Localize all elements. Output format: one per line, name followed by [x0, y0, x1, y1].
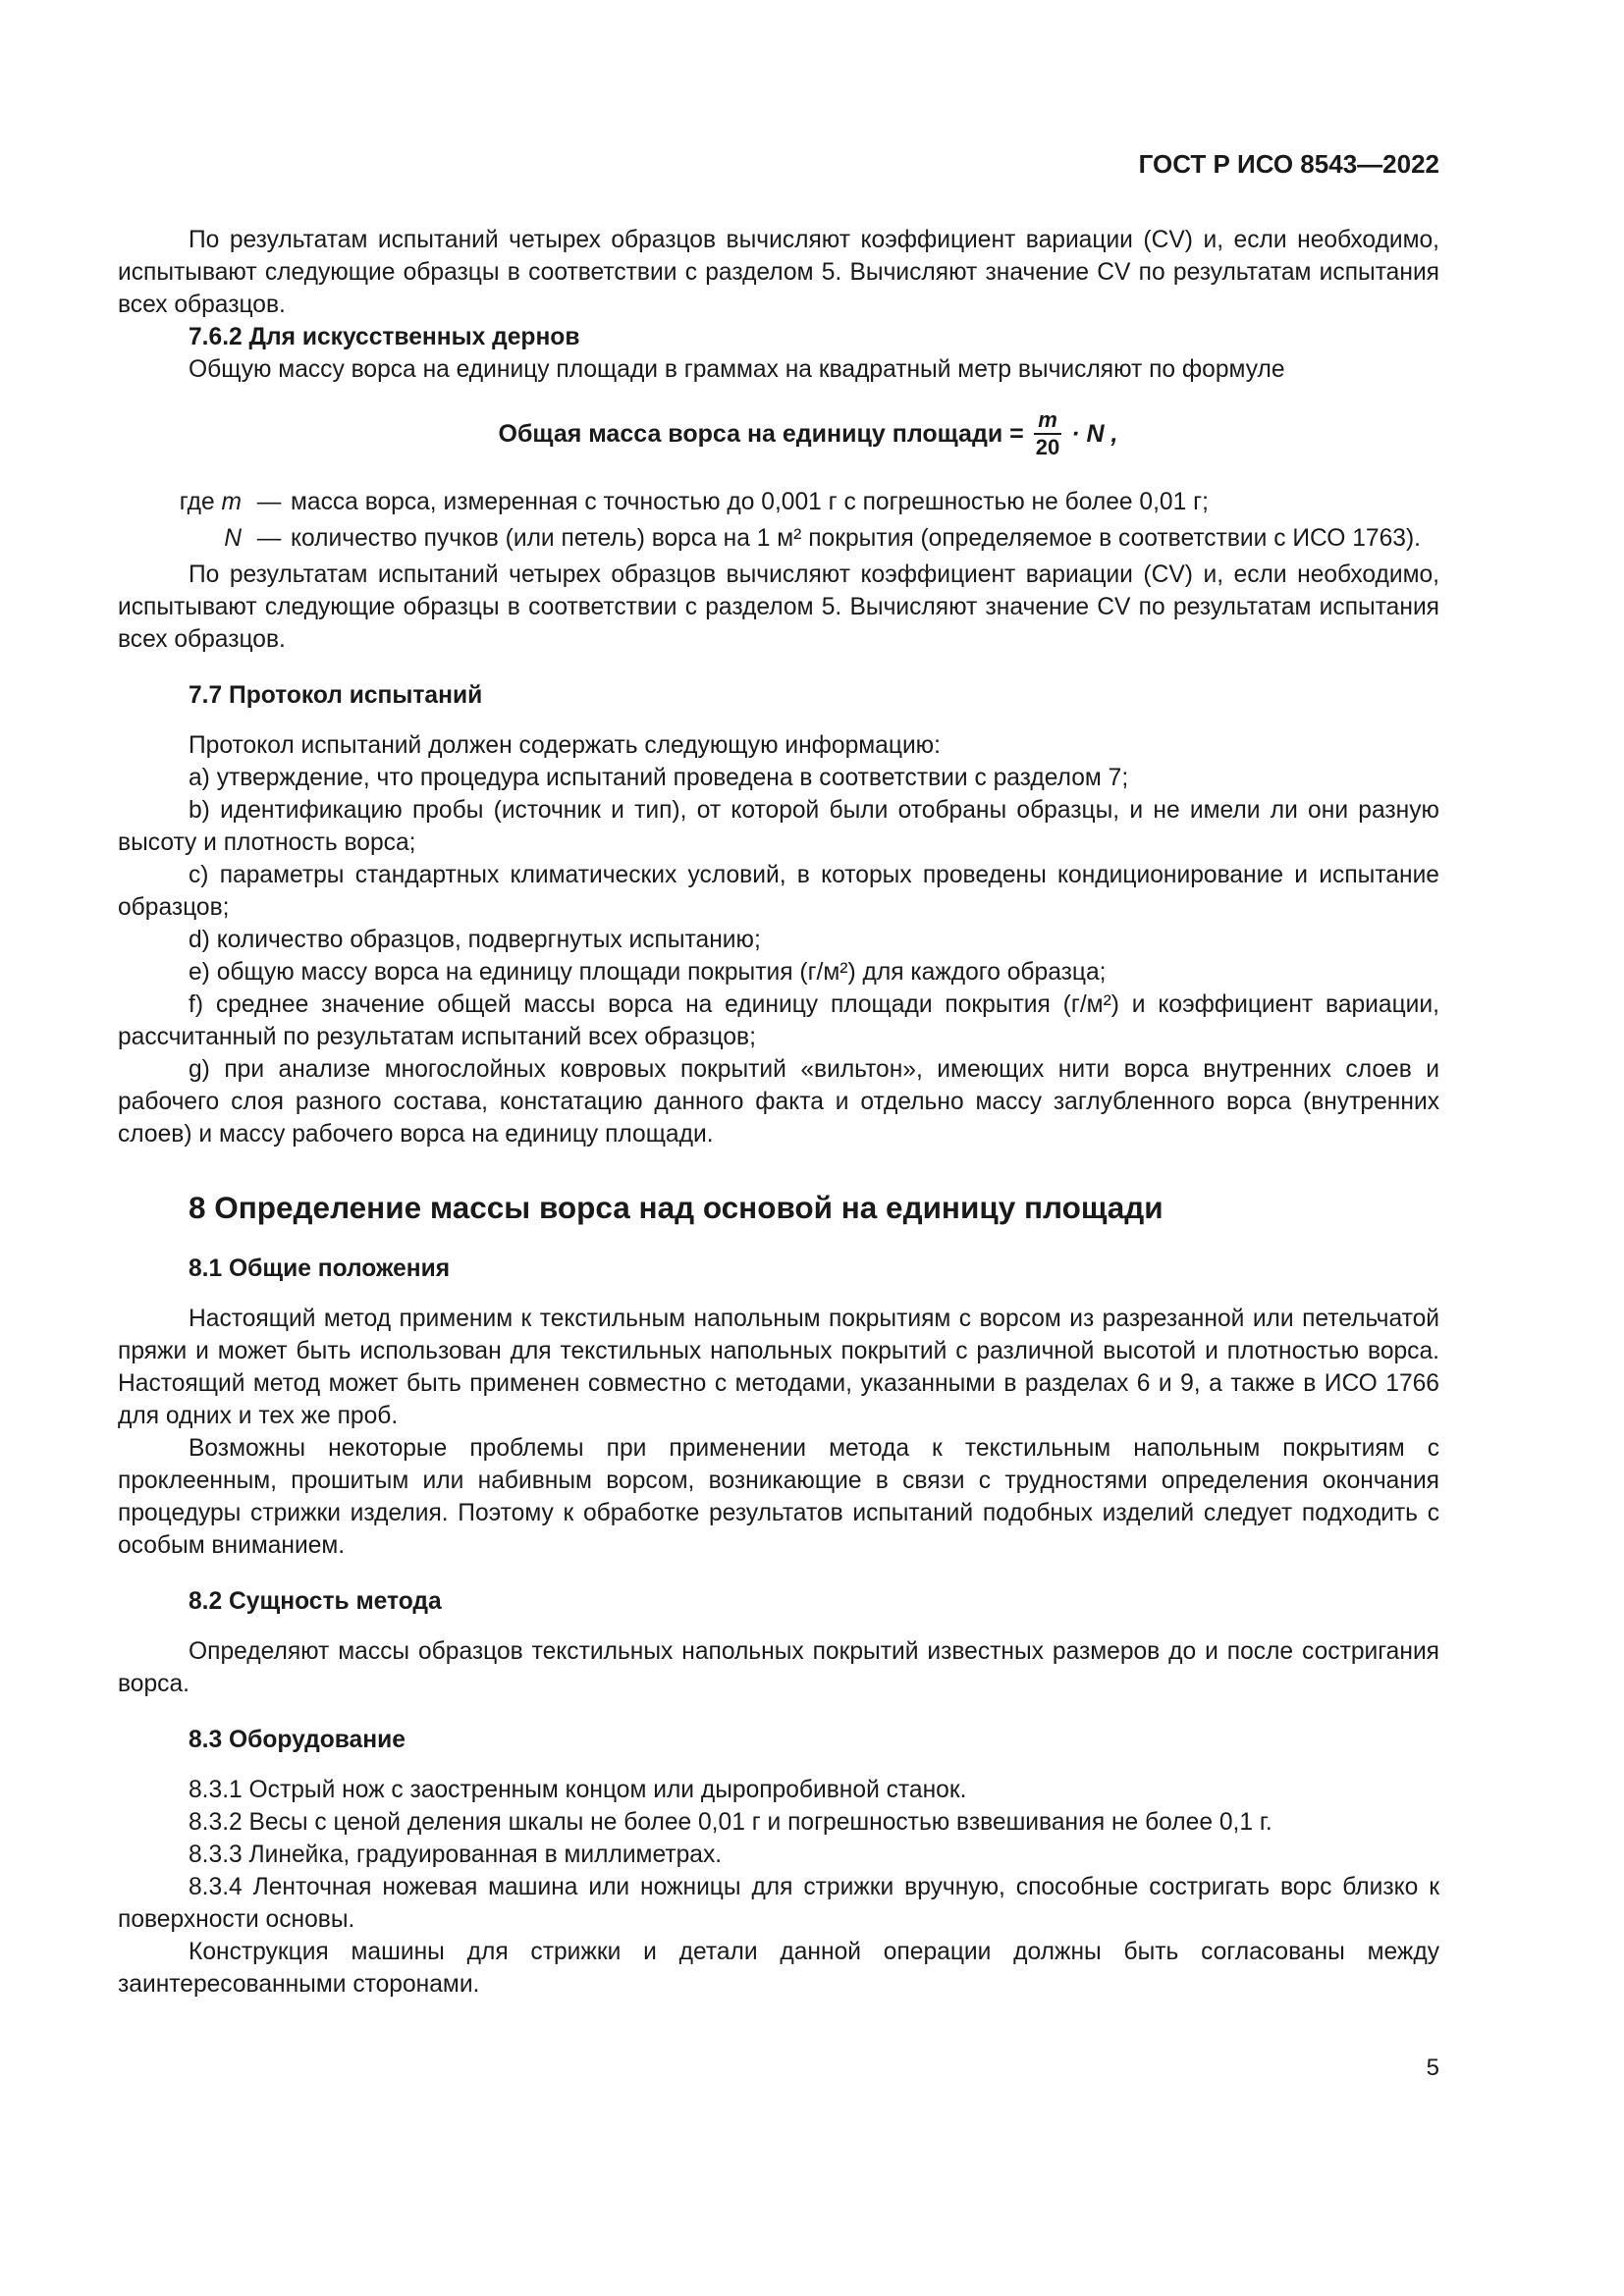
- definition-symbol: N: [224, 525, 242, 552]
- report-requirements-list: [118, 729, 1439, 1150]
- paragraph: Протокол испытаний должен содержать следующую информацию:: [189, 732, 941, 759]
- definition-dash: —: [256, 525, 282, 552]
- list-item: b) идентификацию пробы (источник и тип), от которой были отобраны образцы, и не имели ли они разную высоту и плотность ворса;: [118, 797, 1439, 856]
- document-header: ГОСТ Р ИСО 8543—2022: [1138, 149, 1439, 179]
- paragraph: По результатам испытаний четырех образцов вычисляют коэффициент вариации (CV) и, если необходимо, испытывают следующие образцы в соответствии с разделом 5. Вычисляют значение CV по результатам испытания всех образцов.: [118, 227, 1439, 318]
- formula-definitions: [118, 486, 1439, 555]
- list-item: d) количество образцов, подвергнутых испытанию;: [189, 927, 761, 953]
- paragraph: По результатам испытаний четырех образцов вычисляют коэффициент вариации (CV) и, если необходимо, испытывают следующие образцы в соответствии с разделом 5. Вычисляют значение CV по результатам испытания всех образцов.: [118, 561, 1439, 653]
- formula: [118, 407, 1439, 460]
- list-item: 8.3.4 Ленточная ножевая машина или ножницы для стрижки вручную, способные состригать ворс близко к поверхности основы.: [118, 1874, 1439, 1933]
- subsection-title-7-7: 7.7 Протокол испытаний: [189, 682, 483, 709]
- definition-n: [118, 522, 1439, 555]
- definition-text: количество пучков (или петель) ворса на 1 м² покрытия (определяемое в соответствии с ИСО 1763).: [291, 525, 1421, 552]
- list-item: 8.3.3 Линейка, градуированная в миллиметрах.: [189, 1842, 723, 1868]
- definition-text: масса ворса, измеренная с точностью до 0,001 г с погрешностью не более 0,01 г;: [291, 489, 1209, 515]
- list-item: 8.3.2 Весы с ценой деления шкалы не более 0,01 г и погрешностью взвешивания не более 0,1 г.: [189, 1809, 1272, 1836]
- subsection-title-8-3: 8.3 Оборудование: [189, 1727, 406, 1753]
- definition-dash: —: [256, 489, 282, 515]
- subsection-title-7-6-2: 7.6.2 Для искусственных дернов: [189, 324, 580, 350]
- definition-symbol: где m: [179, 489, 242, 515]
- page-number: 5: [1426, 2055, 1439, 2081]
- paragraph: Возможны некоторые проблемы при применении метода к текстильным напольным покрытиям с проклеенным, прошитым или набивным ворсом, возникающие в связи с трудностями определения окончания процедуры стрижки изделия. Поэтому к обработке результатов испытаний подобных изделий следует подходить с особым вниманием.: [118, 1435, 1439, 1559]
- list-item: f) среднее значение общей массы ворса на единицу площади покрытия (г/м²) и коэффициент вариации, рассчитанный по результатам испытаний всех образцов;: [118, 991, 1439, 1050]
- list-item: a) утверждение, что процедура испытаний проведена в соответствии с разделом 7;: [189, 765, 1129, 791]
- list-item: g) при анализе многослойных ковровых покрытий «вильтон», имеющих нити ворса внутренних слоев и рабочего слоя разного состава, констатацию данного факта и отдельно массу заглубленного ворса (внутренних слоев) и массу рабочего ворса на единицу площади.: [118, 1056, 1439, 1148]
- subsection-title-8-2: 8.2 Сущность метода: [189, 1588, 442, 1615]
- definition-m: [118, 486, 1439, 518]
- list-item: 8.3.1 Острый нож с заостренным концом или дыропробивной станок.: [189, 1777, 967, 1803]
- page-content: [118, 224, 1439, 2001]
- formula-denominator: 20: [1035, 435, 1060, 459]
- section-title-8: 8 Определение массы ворса над основой на единицу площади: [189, 1190, 1164, 1225]
- paragraph: Конструкция машины для стрижки и детали данной операции должны быть согласованы между заинтересованными сторонами.: [118, 1939, 1439, 1998]
- paragraph: Общую массу ворса на единицу площади в граммах на квадратный метр вычисляют по формуле: [189, 356, 1285, 383]
- paragraph: Определяют массы образцов текстильных напольных покрытий известных размеров до и после состригания ворса.: [118, 1638, 1439, 1697]
- list-item: c) параметры стандартных климатических условий, в которых проведены кондиционирование и испытание образцов;: [118, 862, 1439, 921]
- paragraph: Настоящий метод применим к текстильным напольным покрытиям с ворсом из разрезанной или петельчатой пряжи и может быть использован для текстильных напольных покрытий с различной высотой и плотностью ворса. Настоящий метод может быть применен совместно с методами, указанными в разделах 6 и 9, а также в ИСО 1766 для одних и тех же проб.: [118, 1306, 1439, 1429]
- list-item: e) общую массу ворса на единицу площади покрытия (г/м²) для каждого образца;: [189, 959, 1107, 986]
- formula-numerator: m: [1034, 407, 1061, 435]
- formula-left: Общая масса ворса на единицу площади =: [498, 419, 1024, 448]
- subsection-title-8-1: 8.1 Общие положения: [189, 1255, 451, 1282]
- formula-fraction: [1032, 407, 1063, 460]
- formula-right: · N ,: [1071, 419, 1118, 448]
